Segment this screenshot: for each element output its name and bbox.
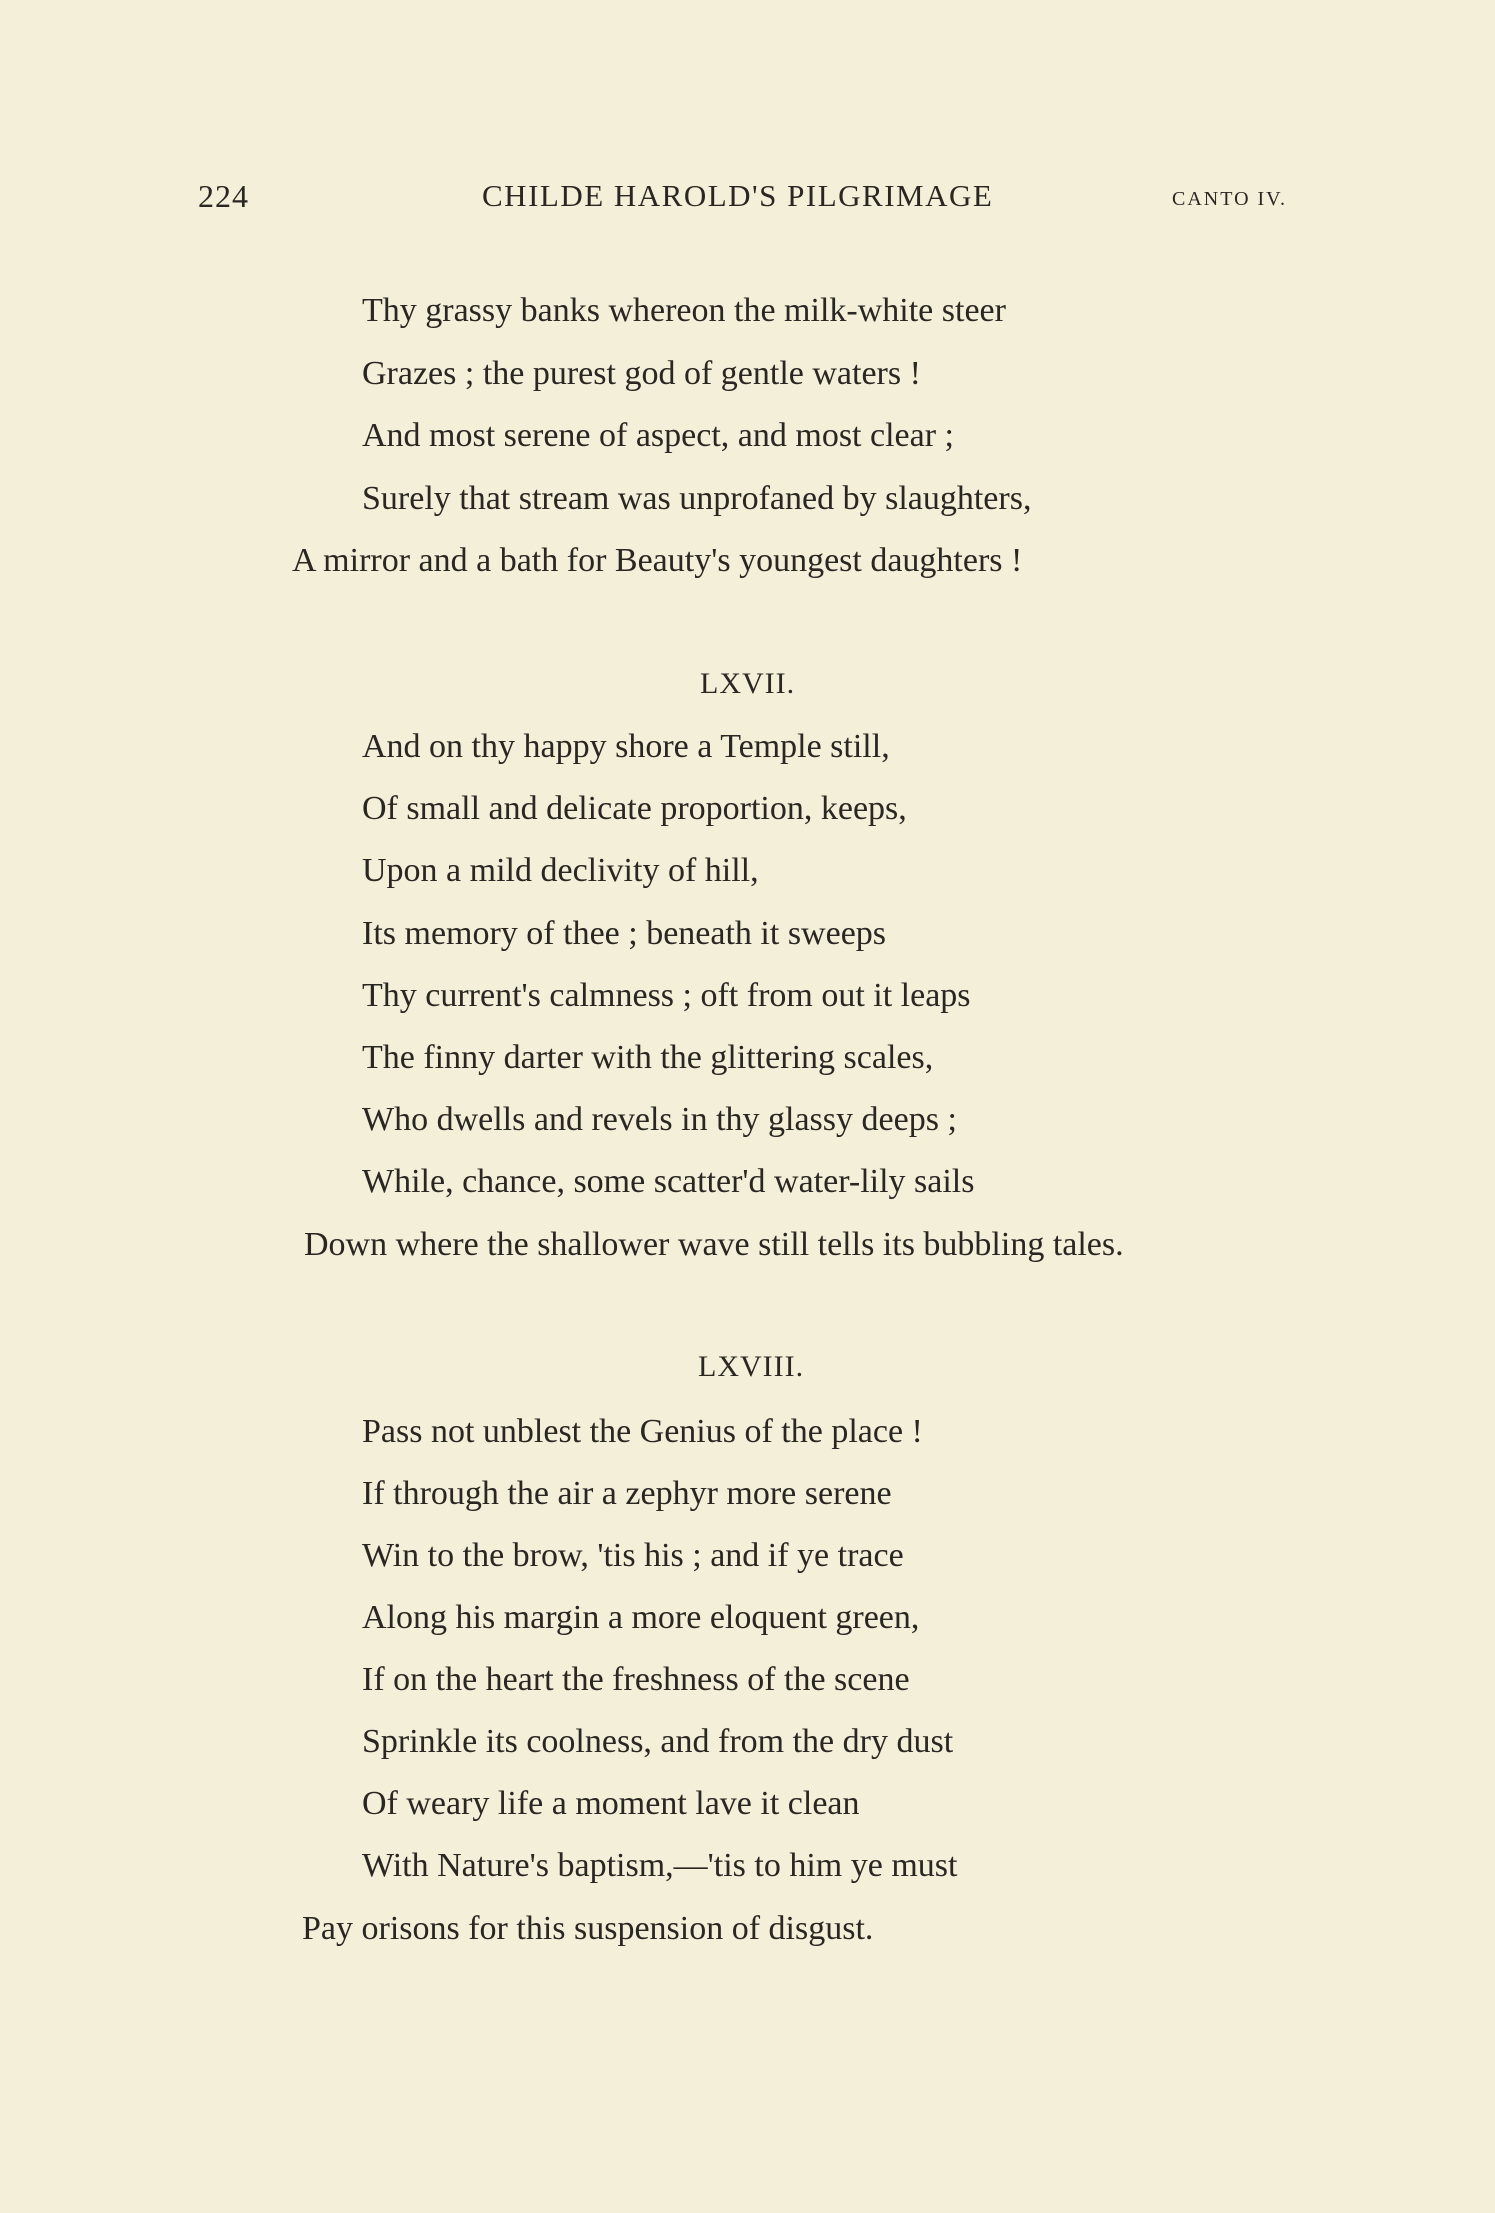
verse-line: Upon a mild declivity of hill, (362, 852, 759, 889)
verse-line: Along his margin a more eloquent green, (362, 1599, 920, 1636)
verse-line: Win to the brow, 'tis his ; and if ye trace (362, 1537, 904, 1574)
stanza-number: LXVII. (700, 667, 796, 700)
verse-line: Its memory of thee ; beneath it sweeps (362, 915, 887, 952)
verse-line: Thy grassy banks whereon the milk-white steer (362, 292, 1006, 329)
verse-line: Of small and delicate proportion, keeps, (362, 790, 907, 827)
verse-line: A mirror and a bath for Beauty's youngest daughters ! (292, 542, 1023, 579)
verse-line: With Nature's baptism,—'tis to him ye must (362, 1847, 958, 1884)
verse-line: Pay orisons for this suspension of disgust. (302, 1910, 874, 1947)
verse-line: Surely that stream was unprofaned by slaughters, (362, 480, 1032, 517)
verse-line: Who dwells and revels in thy glassy deeps ; (362, 1101, 957, 1138)
verse-line: If through the air a zephyr more serene (362, 1475, 892, 1512)
verse-line: Sprinkle its coolness, and from the dry dust (362, 1723, 954, 1760)
verse-line: Of weary life a moment lave it clean (362, 1785, 860, 1822)
verse-line: Pass not unblest the Genius of the place ! (362, 1413, 923, 1450)
verse-line: And on thy happy shore a Temple still, (362, 728, 890, 765)
verse-line: If on the heart the freshness of the scene (362, 1661, 910, 1698)
stanza-number: LXVIII. (698, 1350, 805, 1383)
verse-line: Thy current's calmness ; oft from out it leaps (362, 977, 971, 1014)
running-title: CHILDE HAROLD'S PILGRIMAGE (482, 178, 994, 213)
verse-line: Down where the shallower wave still tells its bubbling tales. (304, 1226, 1124, 1263)
page-header (0, 178, 1495, 228)
page-number: 224 (198, 178, 249, 214)
verse-line: The finny darter with the glittering scales, (362, 1039, 934, 1076)
verse-line: While, chance, some scatter'd water-lily sails (362, 1163, 975, 1200)
canto-label: CANTO IV. (1172, 188, 1288, 210)
verse-line: Grazes ; the purest god of gentle waters ! (362, 355, 921, 392)
verse-line: And most serene of aspect, and most clear ; (362, 417, 954, 454)
